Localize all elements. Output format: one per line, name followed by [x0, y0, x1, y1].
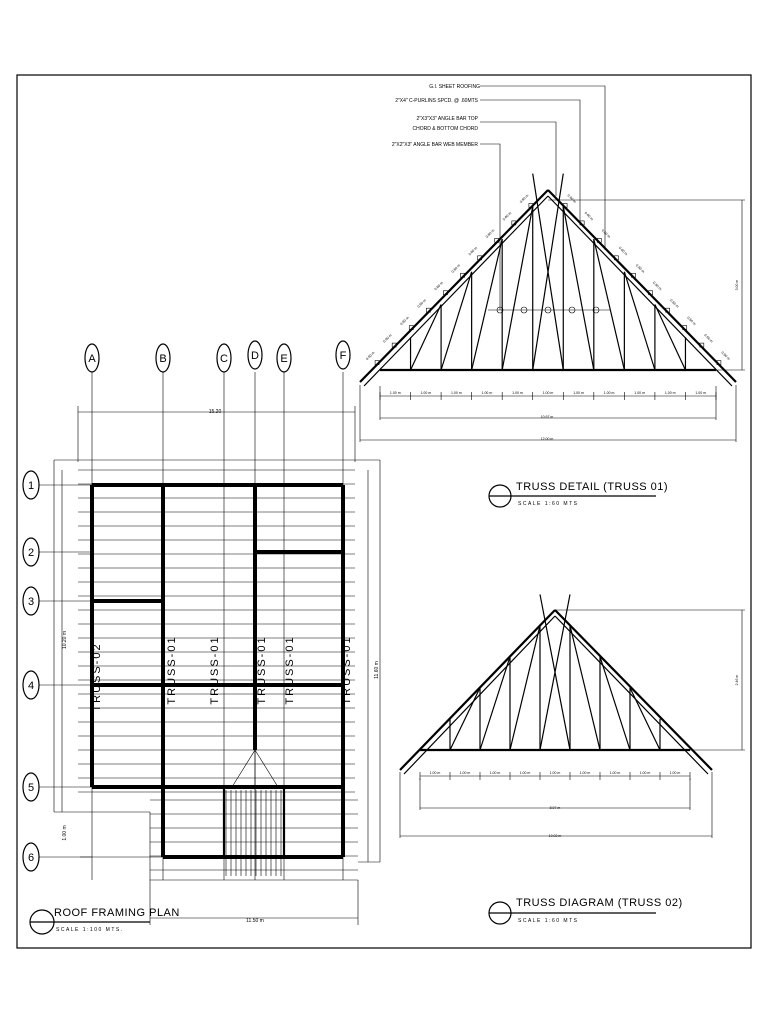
- grid-bubble-b: [156, 344, 170, 372]
- svg-text:E: E: [280, 353, 288, 365]
- sheet-border: [17, 75, 751, 948]
- svg-text:5: 5: [27, 782, 35, 794]
- purlin-dim-label: 0.60 m: [686, 315, 697, 327]
- diagram-dim-height: 2.46 m: [735, 674, 739, 686]
- web-diagonal: [630, 688, 660, 750]
- purlin-dim-label: 0.60 m: [416, 298, 427, 309]
- truss-label: TRUSS-01: [341, 635, 353, 705]
- purlin-dim-label: 0.60 m: [467, 245, 479, 257]
- purlin-dim-label: 0.60 m: [566, 193, 577, 204]
- truss-label: TRUSS-01: [166, 635, 178, 705]
- panel-dim-label: 1.00 m: [579, 771, 591, 775]
- detail-scale: SCALE 1:60 MTS: [518, 501, 579, 507]
- panel-dim-label: 1.00 m: [664, 391, 676, 395]
- purlin-dim-label: 0.60 m: [634, 263, 646, 274]
- purlin-dim-label: 0.60 m: [365, 350, 376, 362]
- panel-dim-label: 1.00 m: [609, 771, 621, 775]
- top-chord-inner: [548, 193, 732, 386]
- purlin-dim-label: 0.60 m: [652, 280, 663, 292]
- plan-dim-small: 1.00 m: [62, 825, 68, 841]
- purlin-dim-label: 0.60 m: [399, 315, 410, 327]
- diagram-title: TRUSS DIAGRAM (TRUSS 02): [516, 897, 683, 909]
- panel-dim-label: 1.00 m: [489, 771, 501, 775]
- svg-text:2: 2: [27, 547, 35, 559]
- truss-label: TRUSS-01: [209, 635, 221, 705]
- diagram-dim-span: 8.97 m: [549, 806, 561, 810]
- plan-title-block: [30, 907, 180, 934]
- panel-dim-label: 1.00 m: [459, 771, 471, 775]
- purlin-dim-label: 0.60 m: [703, 333, 714, 344]
- truss-diagram: [400, 594, 745, 838]
- callout-web-member: 2"X2"X3" ANGLE BAR WEB MEMBER: [391, 142, 478, 148]
- panel-dim-label: 1.00 m: [639, 771, 651, 775]
- top-chord: [360, 190, 548, 382]
- callout-bottom-chord: CHORD & BOTTOM CHORD: [412, 126, 478, 132]
- grid-bubble-3: [23, 587, 39, 615]
- panel-dim-label: 1.00 m: [481, 391, 493, 395]
- diagram-title-block: [489, 897, 683, 924]
- panel-dim-label: 1.00 m: [669, 771, 681, 775]
- truss-detail: [360, 174, 745, 442]
- callout-top-chord: 2"X3"X3" ANGLE BAR TOP: [416, 116, 478, 122]
- plan-dim-bottom: 11.50 m: [246, 918, 264, 924]
- plan-dim-top: 15.20: [208, 409, 222, 415]
- svg-text:D: D: [251, 350, 259, 362]
- grid-bubble-d: [248, 341, 262, 369]
- purlin-dim-label: 0.60 m: [484, 228, 496, 239]
- panel-dim-label: 1.00 m: [389, 391, 401, 395]
- purlin-dim-label: 0.60 m: [382, 333, 393, 344]
- detail-title: TRUSS DETAIL (TRUSS 01): [516, 481, 669, 493]
- panel-dim-label: 1.00 m: [429, 771, 441, 775]
- purlin-dim-label: 0.60 m: [600, 228, 612, 239]
- truss-label: TRUSS-01: [256, 635, 268, 705]
- panel-dim-label: 1.00 m: [573, 391, 584, 395]
- plan-scale: SCALE 1:100 MTS.: [56, 927, 124, 933]
- top-chord: [555, 610, 712, 770]
- top-chord: [400, 610, 555, 770]
- panel-dim-label: 1.00 m: [512, 391, 523, 395]
- grid-bubble-1: [23, 471, 39, 499]
- web-diagonal: [510, 626, 540, 750]
- purlin-dim-label: 0.60 m: [501, 211, 513, 222]
- svg-text:A: A: [88, 353, 96, 365]
- panel-dim-label: 1.00 m: [519, 771, 531, 775]
- plan-dim-right: 11.60 m: [374, 661, 380, 679]
- grid-bubble-c: [217, 344, 231, 372]
- top-chord: [548, 190, 736, 382]
- hip-line: [232, 750, 255, 787]
- panel-dim-label: 1.00 m: [695, 391, 707, 395]
- grid-bubble-e: [277, 344, 291, 372]
- web-diagonal: [624, 272, 655, 370]
- grid-bubble-f: [336, 341, 350, 369]
- grid-bubble-5: [23, 773, 39, 801]
- purlin-dim-label: 0.60 m: [583, 211, 595, 222]
- panel-dim-label: 1.00 m: [603, 391, 615, 395]
- diagram-dim-overall: 10.02 m: [548, 834, 562, 838]
- purlin-dim-label: 0.60 m: [720, 350, 731, 362]
- detail-dim-span: 10.97 m: [540, 415, 554, 419]
- truss-label: TRUSS-02: [91, 642, 103, 712]
- top-chord-inner: [364, 196, 548, 386]
- detail-dim-overall: 12.00 m: [540, 437, 554, 441]
- grid-bubble-4: [23, 671, 39, 699]
- callout-purlins: 2"X4" C-PURLINS SPCD. @ .60MTS: [395, 98, 478, 104]
- hip-line: [255, 750, 278, 787]
- purlin-dim-label: 0.60 m: [617, 245, 629, 257]
- purlin-dim-label: 0.60 m: [450, 263, 462, 274]
- purlin-dim-label: 0.60 m: [519, 193, 530, 204]
- svg-text:B: B: [159, 353, 167, 365]
- panel-dim-label: 1.00 m: [451, 391, 462, 395]
- panel-dim-label: 1.00 m: [549, 771, 561, 775]
- web-diagonal: [570, 626, 600, 750]
- plan-title: ROOF FRAMING PLAN: [54, 907, 180, 919]
- web-diagonal: [441, 272, 472, 370]
- svg-text:C: C: [220, 353, 228, 365]
- callout-roofing: G.I. SHEET ROOFING: [429, 84, 480, 90]
- diagram-scale: SCALE 1:60 MTS: [518, 918, 579, 924]
- purlin-dim-label: 0.60 m: [433, 280, 444, 292]
- panel-dim-label: 1.00 m: [542, 391, 554, 395]
- grid-bubble-6: [23, 843, 39, 871]
- svg-text:1: 1: [27, 480, 35, 492]
- svg-text:4: 4: [27, 680, 35, 692]
- grid-bubble-2: [23, 538, 39, 566]
- grid-bubble-a: [85, 344, 99, 372]
- svg-text:3: 3: [27, 596, 35, 608]
- web-diagonal: [450, 688, 480, 750]
- panel-dim-label: 1.00 m: [420, 391, 432, 395]
- svg-text:F: F: [339, 350, 347, 362]
- svg-text:6: 6: [27, 852, 35, 864]
- detail-title-block: [489, 481, 668, 507]
- purlin-dim-label: 0.60 m: [669, 298, 680, 309]
- plan-dim-left: 10.20 m: [62, 630, 68, 650]
- panel-dim-label: 1.00 m: [634, 391, 645, 395]
- detail-dim-height: 3.00 m: [735, 279, 739, 291]
- truss-label: TRUSS-01: [284, 635, 296, 705]
